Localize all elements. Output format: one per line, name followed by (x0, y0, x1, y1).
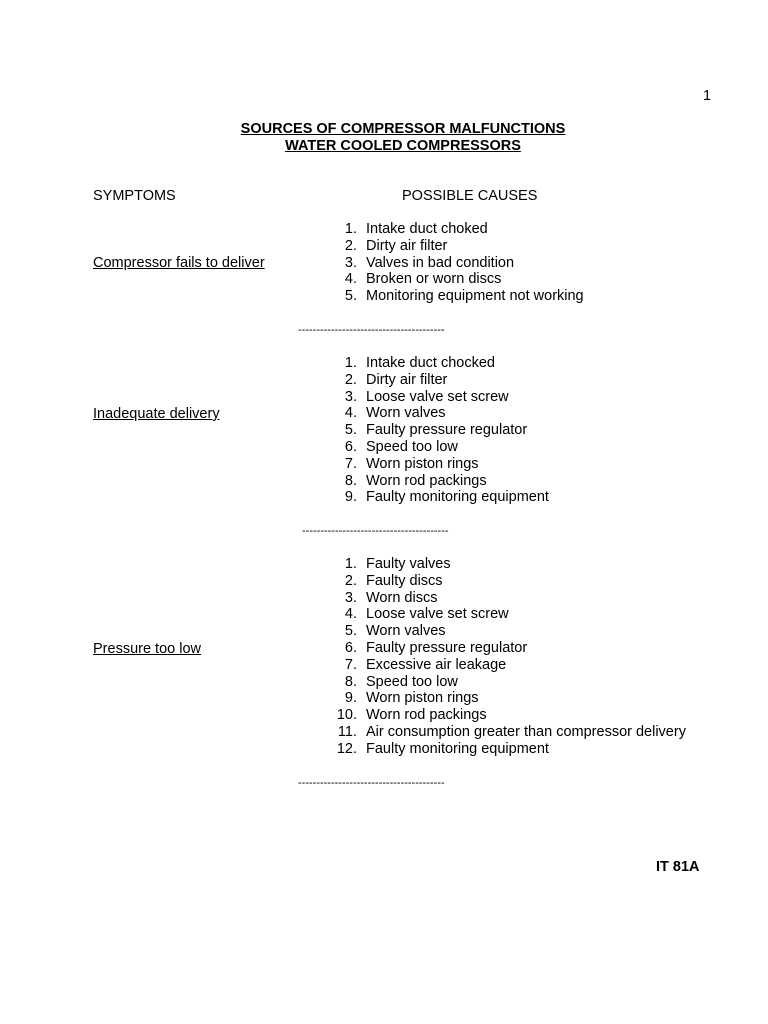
cause-number: 4. (344, 271, 357, 288)
cause-item (330, 657, 686, 674)
cause-item (330, 288, 584, 305)
cause-number: 2. (344, 237, 357, 254)
cause-item (330, 389, 549, 406)
cause-number: 1. (344, 355, 357, 371)
cause-number: 10. (336, 707, 357, 724)
cause-number: 11. (337, 723, 357, 740)
cause-text: Faulty pressure regulator (366, 422, 528, 439)
cause-number: 2. (344, 371, 357, 388)
cause-item (330, 690, 686, 707)
cause-text: Dirty air filter (366, 237, 448, 254)
cause-text: Intake duct chocked (366, 355, 495, 371)
section-separator: ---------------------------------------- (298, 777, 445, 789)
cause-number: 5. (344, 422, 357, 439)
document-title-line1: SOURCES OF COMPRESSOR MALFUNCTIONS (240, 121, 566, 137)
cause-text: Faulty valves (366, 556, 451, 572)
cause-text: Worn valves (366, 623, 446, 640)
cause-number: 9. (344, 489, 357, 506)
cause-number: 1. (344, 556, 357, 572)
cause-item (330, 271, 584, 288)
page-number: 1 (703, 88, 712, 104)
cause-text: Intake duct choked (366, 221, 488, 237)
cause-item (330, 724, 686, 741)
cause-number: 9. (344, 690, 357, 707)
cause-text: Faulty monitoring equipment (366, 740, 549, 757)
cause-item (330, 456, 549, 473)
cause-text: Dirty air filter (366, 371, 448, 388)
cause-text: Air consumption greater than compressor delivery (366, 723, 686, 740)
cause-text: Valves in bad condition (366, 254, 515, 271)
cause-text: Worn valves (366, 405, 446, 422)
cause-number: 3. (344, 254, 357, 271)
cause-text: Speed too low (366, 438, 458, 455)
causes-list (330, 221, 584, 305)
possible-causes-header: POSSIBLE CAUSES (402, 188, 538, 204)
cause-number: 5. (344, 288, 357, 305)
cause-number: 4. (344, 606, 357, 623)
cause-item (330, 623, 686, 640)
causes-list (330, 355, 549, 506)
cause-item (330, 422, 549, 439)
cause-item (330, 355, 549, 372)
symptom-label: Compressor fails to deliver (93, 255, 265, 271)
document-title-line2: WATER COOLED COMPRESSORS (285, 138, 521, 154)
cause-number: 5. (344, 623, 357, 640)
document-code: IT 81A (656, 859, 700, 875)
cause-item (330, 255, 584, 272)
cause-number: 7. (344, 656, 357, 673)
cause-text: Faulty discs (366, 572, 443, 589)
cause-item (330, 573, 686, 590)
cause-number: 6. (344, 639, 357, 656)
cause-text: Loose valve set screw (366, 388, 509, 405)
causes-list (330, 556, 686, 758)
cause-item (330, 473, 549, 490)
cause-item (330, 606, 686, 623)
cause-item (330, 741, 686, 758)
cause-text: Worn rod packings (366, 472, 487, 489)
symptom-label: Pressure too low (93, 641, 201, 657)
cause-text: Excessive air leakage (366, 656, 507, 673)
cause-number: 6. (344, 438, 357, 455)
cause-number: 7. (344, 455, 357, 472)
cause-number: 2. (344, 572, 357, 589)
cause-number: 4. (344, 405, 357, 422)
cause-number: 8. (344, 472, 357, 489)
cause-number: 1. (344, 221, 357, 237)
cause-text: Broken or worn discs (366, 271, 502, 288)
cause-number: 3. (344, 388, 357, 405)
cause-item (330, 372, 549, 389)
cause-text: Worn piston rings (366, 455, 479, 472)
cause-item (330, 556, 686, 573)
cause-text: Worn piston rings (366, 690, 479, 707)
cause-item (330, 221, 584, 238)
cause-item (330, 405, 549, 422)
symptom-label: Inadequate delivery (93, 406, 220, 422)
cause-text: Faulty monitoring equipment (366, 489, 549, 506)
cause-text: Loose valve set screw (366, 606, 509, 623)
cause-text: Faulty pressure regulator (366, 639, 528, 656)
cause-item (330, 640, 686, 657)
cause-text: Speed too low (366, 673, 458, 690)
cause-item (330, 439, 549, 456)
cause-text: Worn discs (366, 589, 438, 606)
symptoms-header: SYMPTOMS (93, 188, 176, 204)
cause-text: Monitoring equipment not working (366, 288, 584, 305)
cause-number: 12. (336, 740, 357, 757)
section-separator: ---------------------------------------- (302, 525, 449, 537)
cause-item (330, 489, 549, 506)
cause-item (330, 674, 686, 691)
cause-number: 3. (344, 589, 357, 606)
cause-item (330, 238, 584, 255)
cause-item (330, 590, 686, 607)
section-separator: ---------------------------------------- (298, 324, 445, 336)
cause-number: 8. (344, 673, 357, 690)
cause-item (330, 707, 686, 724)
cause-text: Worn rod packings (366, 707, 487, 724)
